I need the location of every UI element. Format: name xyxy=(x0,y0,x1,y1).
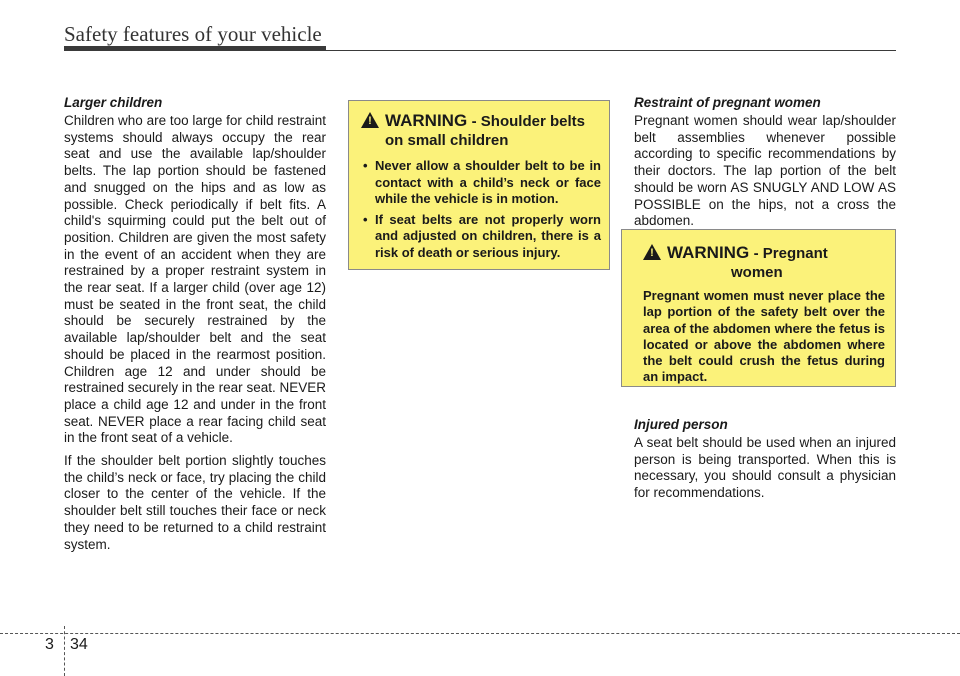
pregnant-section xyxy=(634,94,896,236)
pregnant-heading: Restraint of pregnant women xyxy=(634,95,821,110)
warning-bullet: • If seat belts are not properly worn and adjusted on children, there is a risk of death or serious injury. xyxy=(361,212,601,262)
warning-body: Pregnant women must never place the lap portion of the safety belt over the area of the abdomen where the fetus is located or above the abdomen where the belt could crush the fetus during an impact. xyxy=(643,288,885,385)
warning-title: ! WARNING - Shoulder belts on small children xyxy=(361,111,601,150)
warning-title-rest: - Pregnant xyxy=(753,245,828,262)
injured-section xyxy=(634,416,896,508)
warning-title-line2: women xyxy=(731,264,783,281)
warning-bullet-list xyxy=(361,158,601,261)
warning-bullet: • Never allow a shoulder belt to be in contact with a child’s neck or face while the vehicle is in motion. xyxy=(361,158,601,208)
warning-box-pregnant-women xyxy=(621,229,896,387)
footer-divider xyxy=(64,626,65,676)
warning-box-shoulder-belts xyxy=(348,100,610,270)
warning-title-rest: - Shoulder belts xyxy=(471,113,585,130)
pregnant-paragraph: Pregnant women should wear lap/shoulder belt assemblies whenever possible according to specific recommendations by their doctors. The lap portion of the belt should be worn AS SNUGLY AND LOW AS POSSIBLE on the hips, not a cross the abdomen. xyxy=(634,113,896,229)
page-header-title: Safety features of your vehicle xyxy=(64,22,322,46)
larger-children-paragraph-1: Children who are too large for child restraint systems should always occupy the rear seat and use the available lap/shoulder belts. The lap portion should be fastened and snugged on the hips and as low as possible. Check periodically if belt fits. A child's squirming could put the belt out of position. Children are given the most safety in the event of an accident when they are restrained by a proper restraint system in the rear seat. If a larger child (over age 12) must be seated in the front seat, the child should be securely restrained by the available lap/shoulder belt and the seat should be placed in the rearmost position. Children age 12 and under should be restrained securely in the rear seat. NEVER place a child age 12 and under in the front seat. NEVER place a rear facing child seat in the front seat of a vehicle. xyxy=(64,113,326,446)
warning-word: WARNING xyxy=(667,243,750,262)
warning-title-line2: on small children xyxy=(385,132,509,149)
section-number: 3 xyxy=(45,636,54,653)
warning-title: ! WARNING - Pregnant women xyxy=(643,243,885,282)
larger-children-paragraph-2: If the shoulder belt portion slightly touches the child’s neck or face, try placing the child closer to the center of the vehicle. If the shoulder belt still touches their face or neck they need to be returned to a child restraint system. xyxy=(64,453,326,552)
injured-heading: Injured person xyxy=(634,417,728,432)
footer-rule xyxy=(0,633,960,634)
larger-children-section xyxy=(64,94,326,559)
header-rule xyxy=(326,50,896,51)
header-bar xyxy=(64,46,326,51)
larger-children-heading: Larger children xyxy=(64,95,163,110)
injured-paragraph: A seat belt should be used when an injured person is being transported. When this is necessary, you should consult a physician for recommendations. xyxy=(634,435,896,501)
warning-word: WARNING xyxy=(385,111,468,130)
page-number: 34 xyxy=(70,636,88,653)
